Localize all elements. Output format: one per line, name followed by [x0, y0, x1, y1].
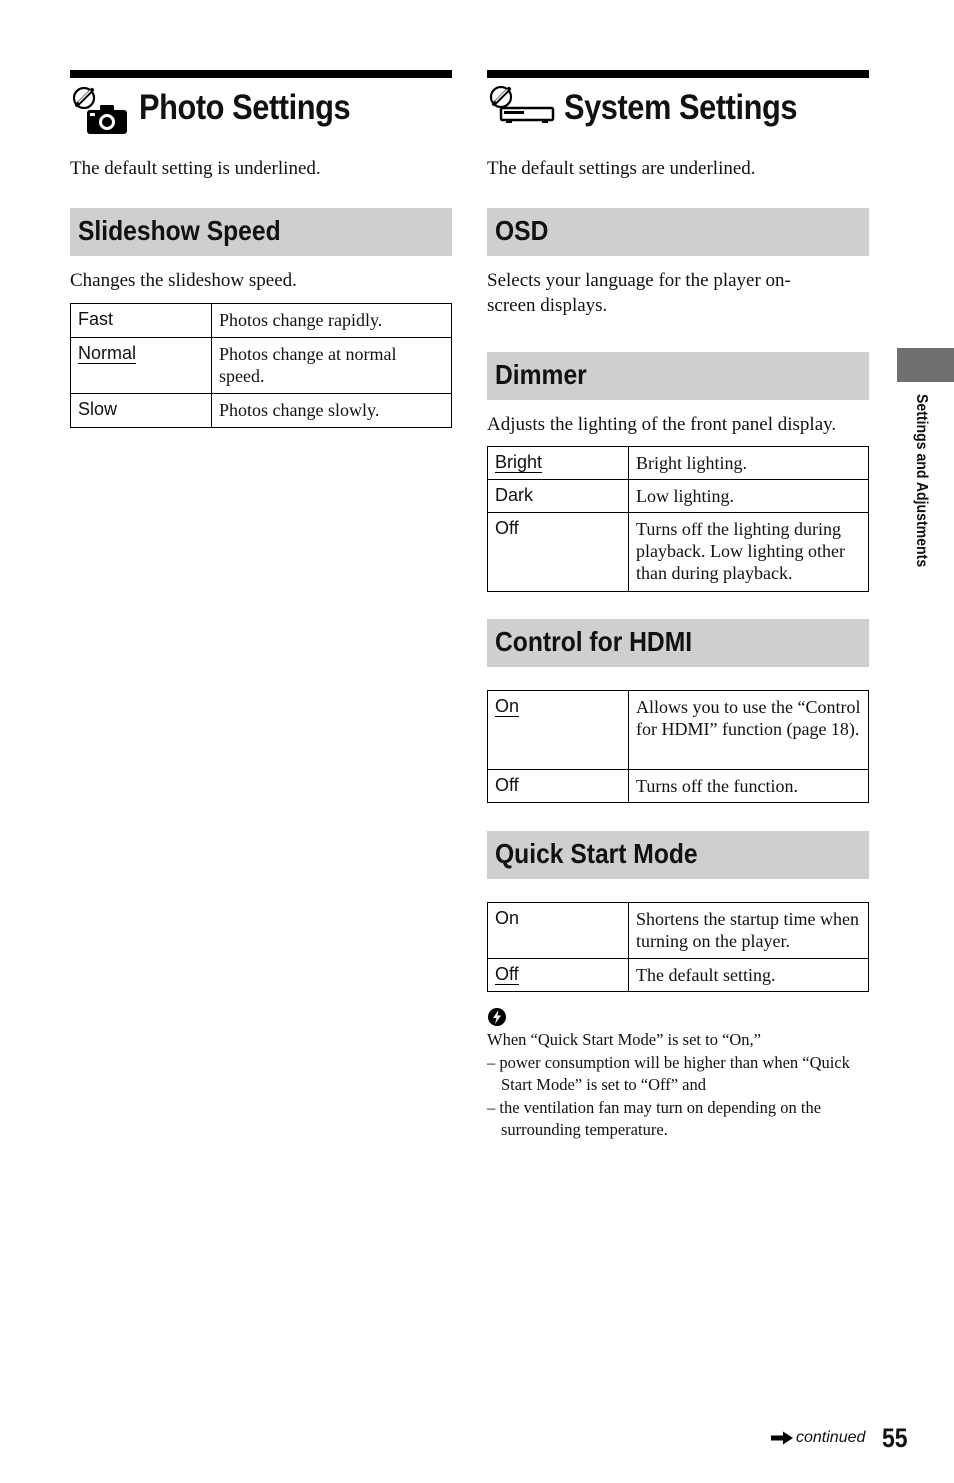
dimmer-bar: [487, 352, 869, 400]
quick-start-mode-heading: Quick Start Mode: [495, 838, 698, 869]
dimmer-heading: Dimmer: [495, 359, 587, 390]
slideshow-speed-desc: Changes the slideshow speed.: [70, 270, 297, 291]
option-key: Off: [488, 513, 629, 592]
option-key: Dark: [488, 480, 629, 513]
continued-text: continued: [796, 1429, 866, 1446]
option-key: [488, 959, 629, 992]
slideshow-speed-table: [70, 303, 452, 428]
note-item: – the ventilation fan may turn on depending on the surrounding temperature.: [487, 1097, 822, 1139]
option-value: Turns off the lighting during playback. Low lighting other than during playback.: [629, 513, 869, 592]
quick-start-note: [487, 1007, 869, 1142]
control-for-hdmi-heading: Control for HDMI: [495, 626, 693, 657]
photo-settings-title: Photo Settings: [139, 88, 351, 127]
quick-start-mode-table: [487, 902, 869, 992]
table-row: [488, 447, 869, 480]
table-row: [71, 304, 452, 338]
arrow-right-icon: [770, 1431, 794, 1445]
photo-settings-column: [70, 70, 452, 428]
system-settings-title: System Settings: [564, 88, 798, 127]
note-lead: When “Quick Start Mode” is set to “On,”: [487, 1030, 762, 1049]
dimmer-table: [487, 446, 869, 592]
option-key: Fast: [71, 304, 212, 338]
continued-indicator: [770, 1429, 865, 1447]
photo-settings-intro: The default setting is underlined.: [70, 158, 321, 179]
option-key: [71, 338, 212, 394]
default-option: Normal: [78, 343, 137, 363]
option-key: On: [488, 903, 629, 959]
table-row: [488, 903, 869, 959]
photo-settings-heading: [70, 70, 452, 142]
system-settings-column: [487, 70, 869, 1142]
table-row: [488, 480, 869, 513]
chapter-label: Settings and Adjustments: [913, 394, 930, 568]
option-key: Off: [488, 770, 629, 803]
osd-heading: OSD: [495, 215, 549, 246]
option-value: Photos change slowly.: [212, 394, 452, 428]
table-row: [488, 691, 869, 770]
default-option: On: [495, 696, 520, 716]
system-settings-heading: [487, 70, 869, 142]
page-number: 55: [882, 1423, 908, 1453]
table-row: [488, 770, 869, 803]
table-row: [488, 513, 869, 592]
option-key: [488, 691, 629, 770]
chapter-tab: [897, 348, 954, 382]
control-for-hdmi-bar: [487, 619, 869, 667]
option-value: The default setting.: [629, 959, 869, 992]
default-option: Off: [495, 964, 519, 984]
option-key: [488, 447, 629, 480]
default-option: Bright: [495, 452, 543, 472]
table-row: [71, 338, 452, 394]
table-row: [488, 959, 869, 992]
system-settings-intro: The default settings are underlined.: [487, 158, 756, 179]
control-for-hdmi-table: [487, 690, 869, 803]
wrench-camera-icon: [70, 84, 130, 136]
option-value: Low lighting.: [629, 480, 869, 513]
slideshow-speed-heading: Slideshow Speed: [78, 215, 281, 246]
option-value: Bright lighting.: [629, 447, 869, 480]
option-value: Allows you to use the “Control for HDMI” function (page 18).: [629, 691, 869, 770]
osd-desc: Selects your language for the player on-screen displays.: [487, 270, 791, 316]
slideshow-speed-bar: [70, 208, 452, 256]
hint-icon: [487, 1007, 507, 1027]
osd-bar: [487, 208, 869, 256]
note-item: – power consumption will be higher than when “Quick Start Mode” is set to “Off” and: [487, 1052, 850, 1094]
option-key: Slow: [71, 394, 212, 428]
quick-start-mode-bar: [487, 831, 869, 879]
option-value: Photos change rapidly.: [212, 304, 452, 338]
option-value: Photos change at normal speed.: [212, 338, 452, 394]
wrench-player-icon: [487, 84, 555, 132]
table-row: [71, 394, 452, 428]
option-value: Turns off the function.: [629, 770, 869, 803]
option-value: Shortens the startup time when turning on the player.: [629, 903, 869, 959]
dimmer-desc: Adjusts the lighting of the front panel display.: [487, 414, 837, 435]
